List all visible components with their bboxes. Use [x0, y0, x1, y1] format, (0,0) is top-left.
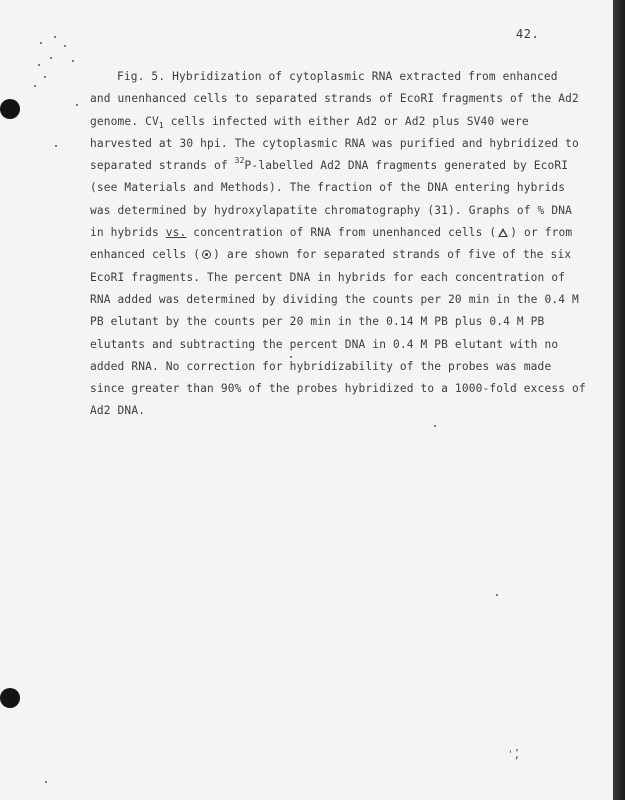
caption-line-5: separated strands of $^{32}$P-labelled Ad2 DNA fragments generated by EcoRI: [90, 156, 569, 173]
paper-speck: [76, 104, 78, 106]
caption-line-2: and unenhanced cells to separated strands of EcoRI fragments of the Ad2: [90, 92, 579, 106]
caption-line-14: added RNA. No correction for hybridizability of the probes was made: [90, 359, 552, 373]
caption-line-8: in hybrids vs. concentration of RNA from unenhanced cells ( ) or from: [90, 226, 573, 240]
caption-line-12: PB elutant by the counts per 20 min in the 0.14 M PB plus 0.4 M PB: [90, 315, 545, 329]
paper-speck: [54, 36, 56, 38]
caption-line-7: was determined by hydroxylapatite chromatography (31). Graphs of % DNA: [90, 203, 572, 217]
punch-hole-top: [0, 99, 20, 119]
paper-speck: [44, 76, 46, 78]
paper-speck: [434, 425, 436, 427]
paper-speck: [50, 57, 52, 59]
circle-dot-icon: [202, 250, 211, 259]
caption-line-3: genome. $CV_1$ cells infected with either Ad2 or Ad2 plus SV40 were: [90, 114, 529, 130]
caption-line-4: harvested at 30 hpi. The cytoplasmic RNA was purified and hybridized to: [90, 136, 579, 150]
caption-line-10: EcoRI fragments. The percent DNA in hybrids for each concentration of: [90, 270, 566, 284]
figure-label: Fig. 5.: [117, 70, 166, 83]
paper-speck: [72, 60, 74, 62]
paper-speck: [34, 85, 36, 87]
caption-line-11: RNA added was determined by dividing the counts per 20 min in the 0.4 M: [90, 292, 579, 306]
punch-hole-bottom: [0, 688, 20, 708]
paper-speck: [64, 45, 66, 47]
paper-speck: [40, 42, 42, 44]
paper-speck: [45, 781, 47, 783]
caption-line-13: elutants and subtracting the percent DNA in 0.4 M PB elutant with no: [90, 337, 559, 351]
page-number: 42.: [516, 27, 540, 41]
caption-line-1: Fig. 5. Hybridization of cytoplasmic RNA extracted from enhanced: [117, 70, 558, 83]
paper-speck: [496, 594, 498, 596]
caption-line-9: enhanced cells ( ) are shown for separated strands of five of the six: [90, 248, 572, 262]
caption-line-15: since greater than 90% of the probes hybridized to a 1000-fold excess of: [90, 382, 586, 396]
open-triangle-icon: [498, 228, 508, 237]
caption-line-16: Ad2 DNA.: [90, 404, 146, 418]
paper-speck: [38, 64, 40, 66]
corner-mark: ˈ̓,: [507, 748, 521, 761]
paper-speck: [55, 145, 57, 147]
caption-line-6: (see Materials and Methods). The fraction of the DNA entering hybrids: [90, 181, 566, 195]
scan-background-edge: [613, 0, 625, 800]
figure-caption: [90, 66, 586, 423]
